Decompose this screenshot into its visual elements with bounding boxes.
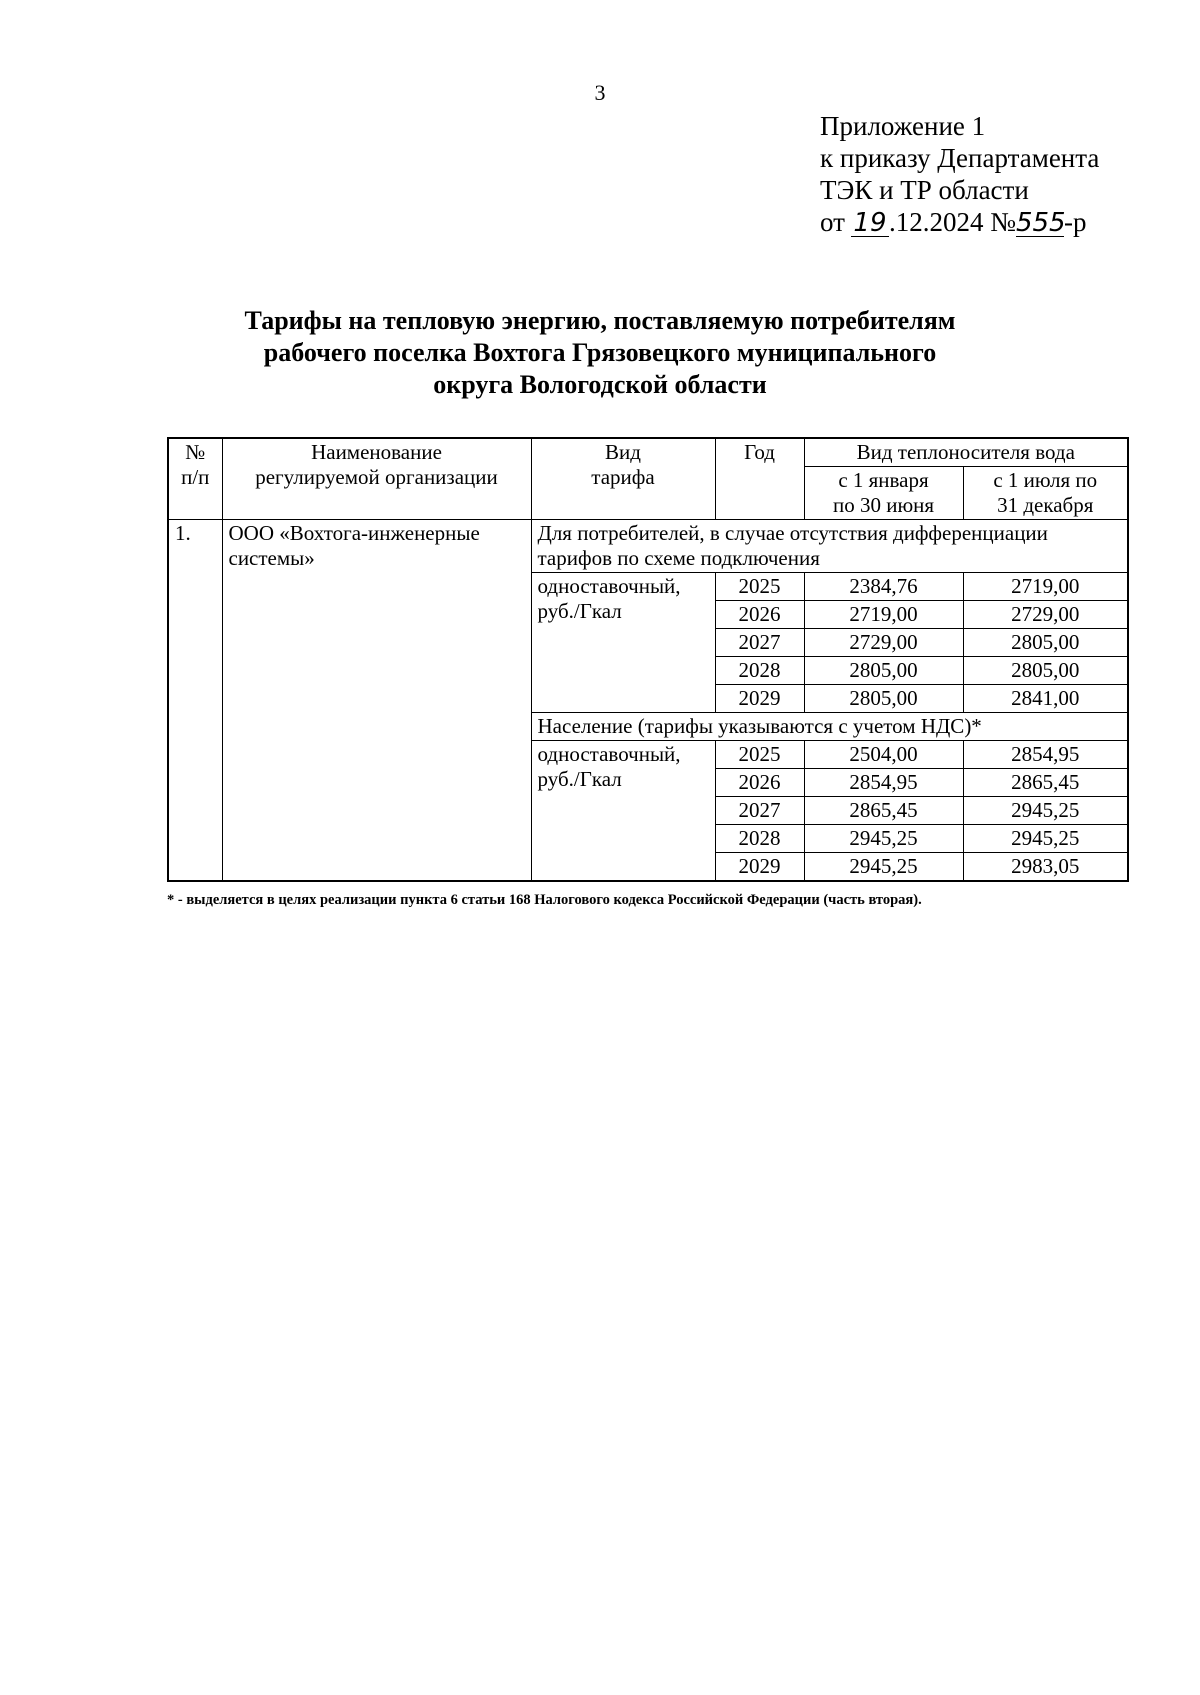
value-h2: 2805,00	[963, 657, 1128, 685]
group-label-row	[168, 520, 1128, 573]
value-h1: 2719,00	[804, 601, 963, 629]
year-cell: 2027	[715, 629, 804, 657]
appendix-block	[820, 110, 1099, 238]
group-label: Население (тарифы указываются с учетом НДС)*	[531, 713, 1128, 741]
row-number-cell: 1.	[168, 520, 222, 882]
value-h1: 2384,76	[804, 573, 963, 601]
handwritten-day: 19	[851, 210, 889, 237]
value-h2: 2841,00	[963, 685, 1128, 713]
title-line-2: рабочего поселка Вохтога Грязовецкого муниципального	[263, 338, 937, 367]
tariff-table	[167, 437, 1129, 882]
document-title	[150, 305, 1050, 401]
value-h2: 2719,00	[963, 573, 1128, 601]
value-h2: 2865,45	[963, 769, 1128, 797]
value-h1: 2945,25	[804, 853, 963, 882]
value-h2: 2854,95	[963, 741, 1128, 769]
year-cell: 2026	[715, 601, 804, 629]
year-cell: 2028	[715, 657, 804, 685]
header-period-2: с 1 июля по 31 декабря	[963, 467, 1128, 520]
value-h2: 2729,00	[963, 601, 1128, 629]
handwritten-order-number: 555	[1015, 208, 1066, 238]
date-prefix: от	[820, 207, 845, 237]
table-header-row	[168, 438, 1128, 467]
organization-cell: ООО «Вохтога-инженерные системы»	[222, 520, 531, 882]
value-h2: 2945,25	[963, 797, 1128, 825]
header-tariff-type: Вид тарифа	[531, 438, 715, 520]
value-h1: 2865,45	[804, 797, 963, 825]
header-year: Год	[715, 438, 804, 520]
header-organization: Наименование регулируемой организации	[222, 438, 531, 520]
tariff-type-cell: одноставочный, руб./Гкал	[531, 573, 715, 713]
year-cell: 2025	[715, 741, 804, 769]
value-h2: 2983,05	[963, 853, 1128, 882]
year-cell: 2029	[715, 685, 804, 713]
value-h2: 2805,00	[963, 629, 1128, 657]
value-h1: 2729,00	[804, 629, 963, 657]
value-h1: 2854,95	[804, 769, 963, 797]
header-number: № п/п	[168, 438, 222, 520]
appendix-line-3: ТЭК и ТР области	[820, 175, 1029, 205]
title-line-3: округа Вологодской области	[433, 370, 767, 399]
year-cell: 2027	[715, 797, 804, 825]
value-h1: 2504,00	[804, 741, 963, 769]
footnote: * - выделяется в целях реализации пункта 6 статьи 168 Налогового кодекса Российской Федерации (часть вторая).	[167, 892, 922, 908]
header-period-1: с 1 января по 30 июня	[804, 467, 963, 520]
value-h1: 2945,25	[804, 825, 963, 853]
title-line-1: Тарифы на тепловую энергию, поставляемую потребителям	[244, 306, 956, 335]
appendix-date-line	[820, 206, 1099, 238]
year-cell: 2026	[715, 769, 804, 797]
year-cell: 2025	[715, 573, 804, 601]
value-h1: 2805,00	[804, 657, 963, 685]
value-h2: 2945,25	[963, 825, 1128, 853]
order-suffix: -р	[1063, 207, 1087, 237]
year-cell: 2028	[715, 825, 804, 853]
group-label: Для потребителей, в случае отсутствия дифференциации тарифов по схеме подключения	[531, 520, 1128, 573]
page-number: 3	[594, 80, 606, 105]
value-h1: 2805,00	[804, 685, 963, 713]
tariff-type-cell: одноставочный, руб./Гкал	[531, 741, 715, 882]
date-rest: .12.2024 №	[888, 207, 1016, 237]
appendix-line-2: к приказу Департамента	[820, 143, 1100, 173]
appendix-line-1: Приложение 1	[820, 111, 986, 141]
header-carrier: Вид теплоносителя вода	[804, 438, 1128, 467]
year-cell: 2029	[715, 853, 804, 882]
